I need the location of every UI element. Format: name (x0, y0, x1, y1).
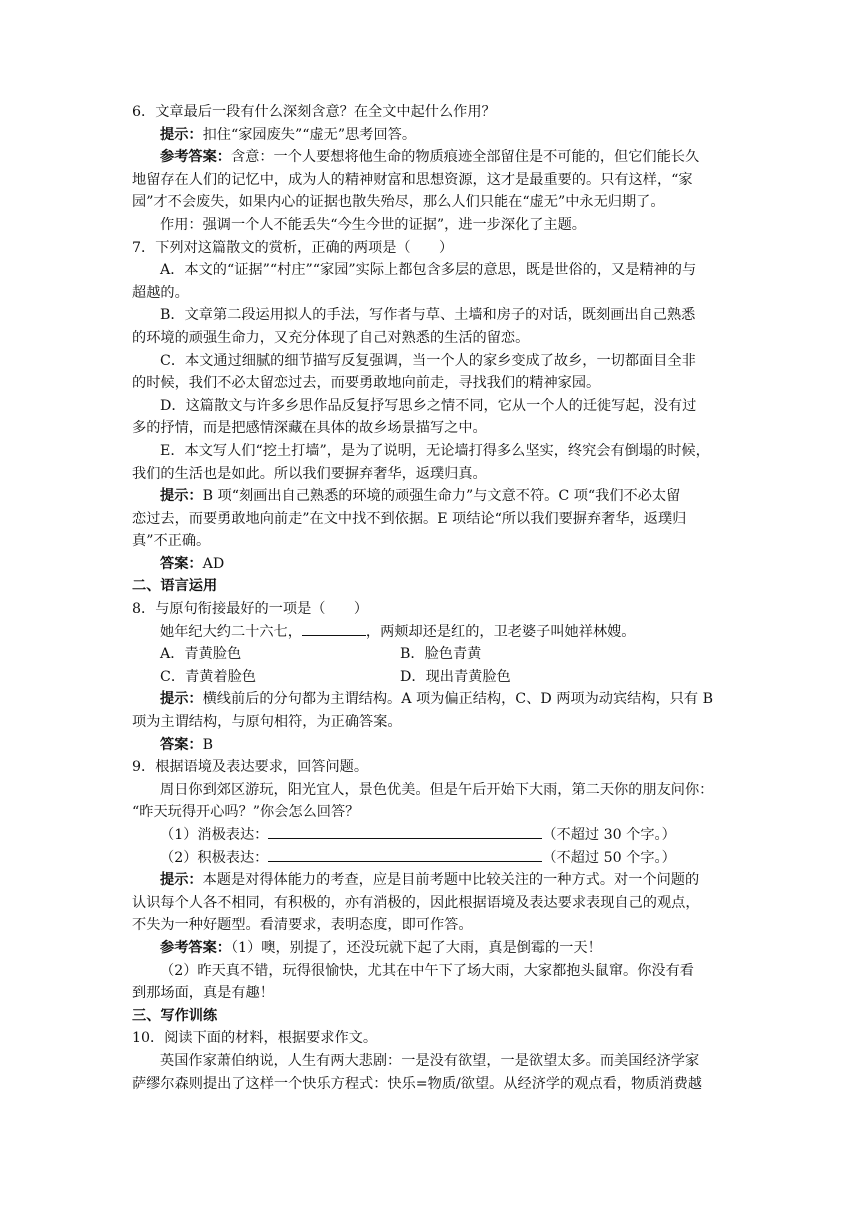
q10-passage-line-2: 萨缪尔森则提出了这样一个快乐方程式：快乐=物质/欲望。从经济学的观点看，物质消费越 (132, 1075, 702, 1092)
q7-option-b-line-2: 的环境的顽强生命力，又充分体现了自己对熟悉的生活的留恋。 (132, 329, 530, 346)
q8-answer: 答案：B (160, 736, 214, 753)
q9-context-line-1: 周日你到郊区游玩，阳光宜人，景色优美。但是午后开始下大雨，第二天你的朋友问你： (160, 781, 714, 798)
q9-context-line-2: “昨天玩得开心吗？”你会怎么回答？ (132, 804, 360, 821)
q7-option-d-line-2: 多的抒情，而是把感情深藏在具体的故乡场景描写之中。 (132, 420, 487, 437)
q9-hint-line-1: 提示：本题是对得体能力的考查，应是目前考题中比较关注的一种方式。对一个问题的 (160, 872, 700, 889)
q6-role: 作用：强调一个人不能丢失“今生今世的证据”，进一步深化了主题。 (160, 216, 586, 233)
q9-question: 9．根据语境及表达要求，回答问题。 (132, 759, 369, 776)
q9-ref-line-1: 参考答案：（1）噢，别提了，还没玩就下起了大雨，真是倒霉的一天！ (160, 939, 602, 956)
q8-option-d: D．现出青黄脸色 (400, 668, 511, 685)
q8-hint-line-2: 项为主谓结构，与原句相符，为正确答案。 (132, 714, 402, 731)
q9-hint-line-3: 不失为一种好题型。看清要求，表明态度，即可作答。 (132, 917, 473, 934)
q7-hint-line-2: 恋过去，而要勇敢地向前走”在文中找不到依据。E 项结论“所以我们要摒弃奢华，返璞归 (132, 510, 687, 527)
q6-ref-line-3: 园”才不会废失，如果内心的证据也散失殆尽，那么人们只能在“虚无”中永无归期了。 (132, 194, 665, 211)
q7-hint-line-3: 真”不正确。 (132, 533, 211, 550)
q9-positive-blank (268, 847, 542, 862)
q8-option-b: B．脸色青黄 (400, 646, 482, 663)
q6-ref-line-2: 地留存在人们的记忆中，成为人的精神财富和思想资源，这才是最重要的。只有这样，“家 (132, 171, 693, 188)
q9-ref-line-2: （2）昨天真不错，玩得很愉快，尤其在中午下了场大雨，大家都抱头鼠窜。你没有看 (160, 962, 694, 979)
q8-options-row-1 (132, 643, 738, 666)
q7-option-c-line-2: 的时候，我们不必太留恋过去，而要勇敢地向前走，寻找我们的精神家园。 (132, 375, 601, 392)
q7-option-a-line-2: 超越的。 (132, 284, 189, 301)
q8-options-row-2 (132, 666, 738, 689)
q9-positive-expression: （2）积极表达： （不超过 50 个字。） (132, 847, 738, 870)
q8-hint-line-1: 提示：横线前后的分句都为主谓结构。A 项为偏正结构，C、D 两项为动宾结构，只有 B (160, 691, 714, 708)
section-heading-language: 二、语言运用 (132, 578, 218, 595)
q7-option-e-line-1: E．本文写人们“挖土打墙”，是为了说明，无论墙打得多么坚实，终究会有倒塌的时候， (160, 442, 710, 459)
q7-option-b-line-1: B．文章第二段运用拟人的手法，写作者与草、土墙和房子的对话，既刻画出自己熟悉 (160, 307, 696, 324)
q7-option-d-line-1: D．这篇散文与许多乡思作品反复抒写思乡之情不同，它从一个人的迁徙写起，没有过 (160, 397, 697, 414)
q8-option-a: A．青黄脸色 (160, 646, 242, 663)
q10-passage-line-1: 英国作家萧伯纳说，人生有两大悲剧：一是没有欲望，一是欲望太多。而美国经济学家 (160, 1052, 700, 1069)
q6-question: 6．文章最后一段有什么深刻含意？在全文中起什么作用？ (132, 104, 496, 120)
section-heading-writing: 三、写作训练 (132, 1007, 218, 1024)
q8-question: 8．与原句衔接最好的一项是（ ） (132, 601, 369, 618)
q7-question: 7．下列对这篇散文的赏析，正确的两项是（ ） (132, 239, 454, 256)
q6-ref-line-1: 参考答案：含意：一个人要想将他生命的物质痕迹全部留住是不可能的，但它们能长久 (160, 149, 700, 166)
q10-question: 10．阅读下面的材料，根据要求作文。 (132, 1030, 378, 1047)
q7-hint-line-1: 提示：B 项“刻画出自己熟悉的环境的顽强生命力”与文意不符。C 项“我们不必太留 (160, 488, 681, 505)
q9-hint-line-2: 认识每个人各不相同，有积极的，亦有消极的，因此根据语境及表达要求表现自己的观点， (132, 894, 700, 911)
q8-sentence: 她年纪大约二十六七， ，两颊却还是红的，卫老婆子叫她祥林嫂。 (132, 621, 738, 644)
q9-negative-blank (268, 824, 542, 839)
document-page (132, 101, 738, 1095)
q6-hint: 提示：扣住“家园废失”“虚无”思考回答。 (160, 126, 417, 143)
q8-blank (302, 621, 366, 636)
q7-answer: 答案：AD (160, 555, 225, 572)
q7-option-c-line-1: C．本文通过细腻的细节描写反复强调，当一个人的家乡变成了故乡，一切都面目全非 (160, 352, 696, 369)
q7-option-a-line-1: A．本文的“证据”“村庄”“家园”实际上都包含多层的意思，既是世俗的，又是精神的与 (160, 262, 697, 279)
q9-negative-expression: （1）消极表达： （不超过 30 个字。） (132, 824, 738, 847)
q7-option-e-line-2: 我们的生活也是如此。所以我们要摒弃奢华，返璞归真。 (132, 465, 487, 482)
q9-ref-line-3: 到那场面，真是有趣！ (132, 985, 274, 1002)
q8-option-c: C．青黄着脸色 (160, 668, 256, 685)
